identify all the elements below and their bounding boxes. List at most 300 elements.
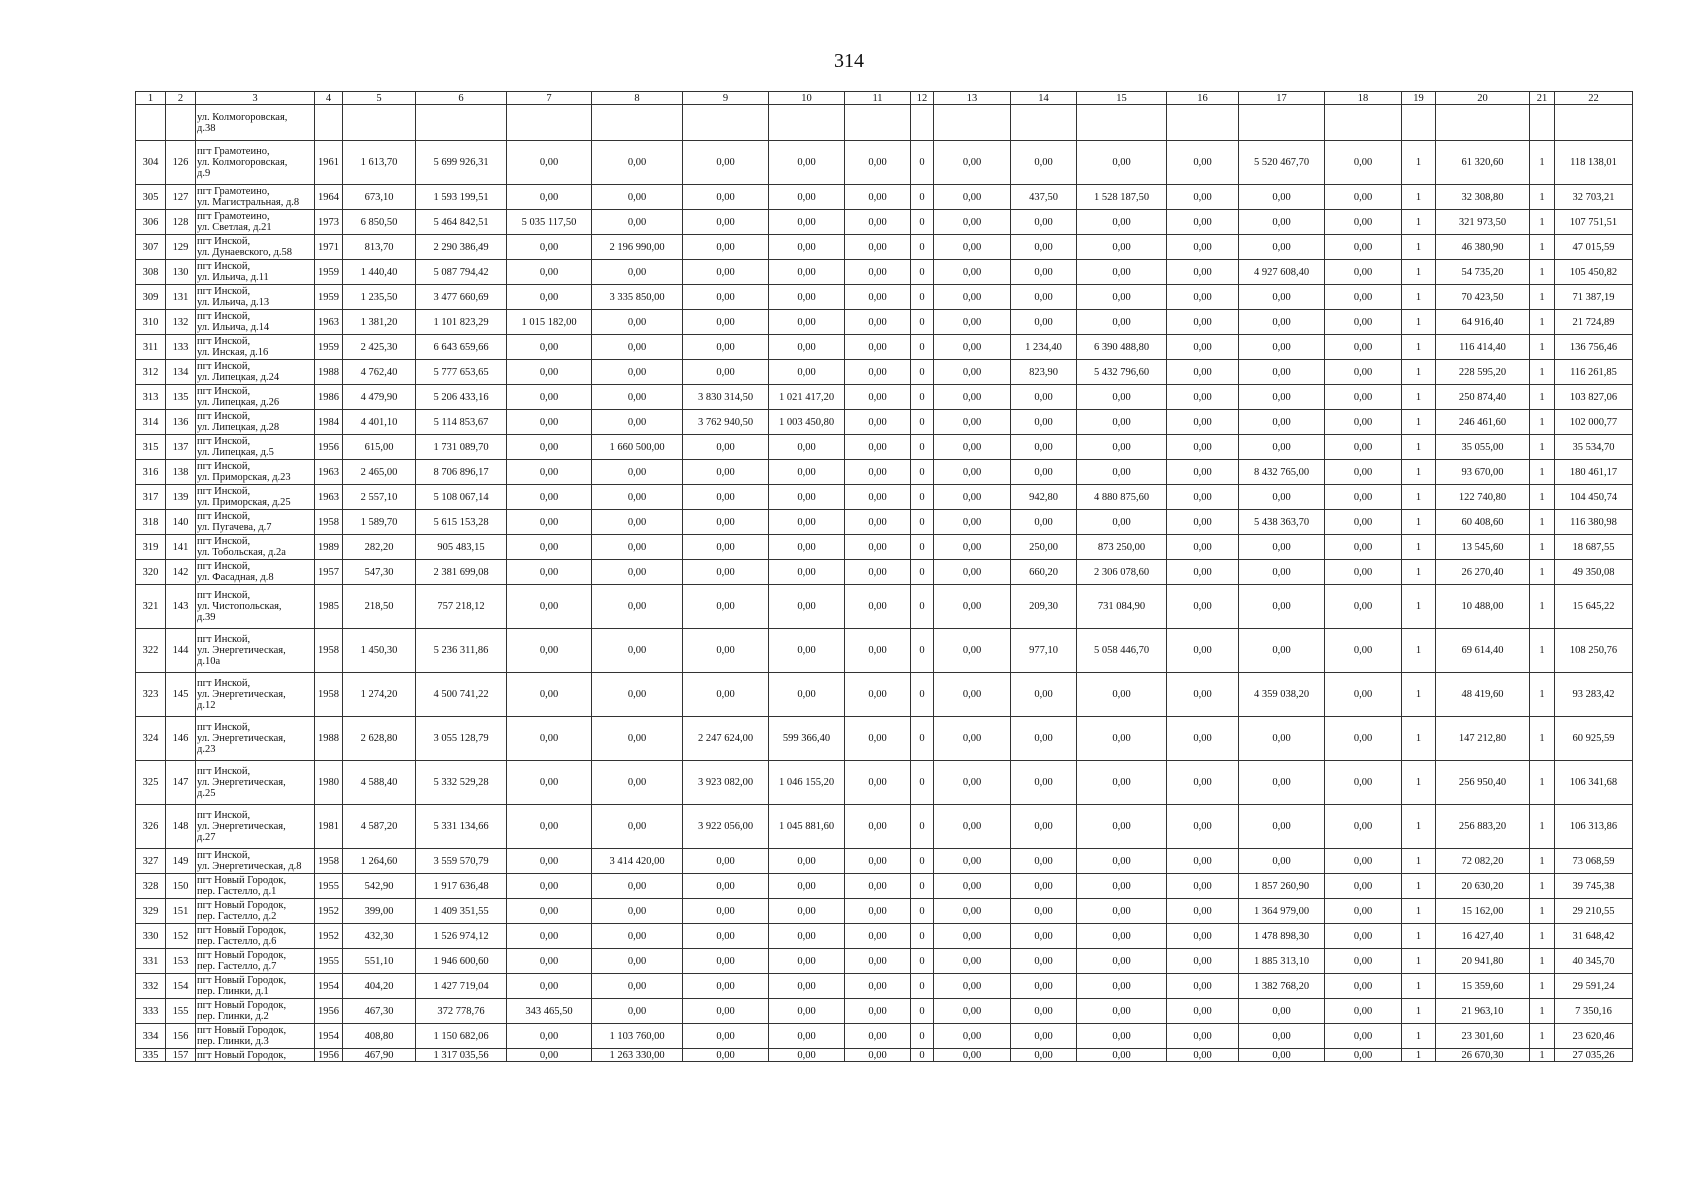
table-cell: 1 234,40 — [1011, 335, 1077, 360]
table-cell: 256 950,40 — [1436, 761, 1530, 805]
table-cell: 1 — [1530, 1049, 1555, 1062]
table-cell: 1981 — [315, 805, 343, 849]
table-cell: 1984 — [315, 410, 343, 435]
table-cell: 0,00 — [592, 874, 683, 899]
table-cell — [1402, 105, 1436, 141]
table-cell: 150 — [166, 874, 196, 899]
table-cell: 0,00 — [1325, 535, 1402, 560]
table-cell: 0,00 — [934, 260, 1011, 285]
table-cell: 0,00 — [1325, 510, 1402, 535]
address-cell: пгт Инской, ул. Чистопольская, д.39 — [196, 585, 315, 629]
table-cell: 147 212,80 — [1436, 717, 1530, 761]
table-cell: 0 — [911, 310, 934, 335]
address-cell: пгт Инской, ул. Энергетическая, д.27 — [196, 805, 315, 849]
table-cell: 0,00 — [1239, 310, 1325, 335]
column-number-header: 8 — [592, 92, 683, 105]
table-cell: 0 — [911, 385, 934, 410]
table-cell: 0 — [911, 435, 934, 460]
table-cell: 404,20 — [343, 974, 416, 999]
table-cell: 309 — [136, 285, 166, 310]
table-cell: 0,00 — [1011, 435, 1077, 460]
table-cell: 15 645,22 — [1555, 585, 1633, 629]
table-cell: 131 — [166, 285, 196, 310]
table-cell: 1 101 823,29 — [416, 310, 507, 335]
table-cell: 0 — [911, 1024, 934, 1049]
table-cell: 0,00 — [683, 1024, 769, 1049]
table-cell: 0,00 — [769, 485, 845, 510]
table-cell: 0,00 — [934, 460, 1011, 485]
table-cell: 599 366,40 — [769, 717, 845, 761]
register-table — [135, 91, 1633, 1062]
table-cell: 0,00 — [1077, 874, 1167, 899]
table-cell: 0 — [911, 899, 934, 924]
table-cell: 0,00 — [769, 849, 845, 874]
table-cell: 0,00 — [934, 210, 1011, 235]
table-cell: 1 — [1530, 260, 1555, 285]
table-cell: 1 — [1530, 924, 1555, 949]
column-number-header: 22 — [1555, 92, 1633, 105]
table-cell: 2 306 078,60 — [1077, 560, 1167, 585]
table-cell: 116 261,85 — [1555, 360, 1633, 385]
table-cell: 329 — [136, 899, 166, 924]
table-cell: 1986 — [315, 385, 343, 410]
table-cell: 0,00 — [507, 717, 592, 761]
table-cell: 0,00 — [769, 141, 845, 185]
table-cell: 1 — [1530, 335, 1555, 360]
table-cell: 5 058 446,70 — [1077, 629, 1167, 673]
table-cell: 0,00 — [1167, 460, 1239, 485]
table-cell: 0,00 — [592, 673, 683, 717]
table-cell: 0,00 — [1325, 235, 1402, 260]
table-cell: 0 — [911, 360, 934, 385]
page-number: 314 — [834, 50, 864, 72]
table-cell: 0,00 — [507, 235, 592, 260]
table-cell: 310 — [136, 310, 166, 335]
address-cell: пгт Грамотеино, ул. Светлая, д.21 — [196, 210, 315, 235]
column-number-header: 6 — [416, 92, 507, 105]
table-cell: 0,00 — [507, 974, 592, 999]
table-cell: 13 545,60 — [1436, 535, 1530, 560]
table-cell: 0,00 — [507, 185, 592, 210]
table-cell: 1 264,60 — [343, 849, 416, 874]
table-cell: 0,00 — [769, 585, 845, 629]
table-cell — [1530, 105, 1555, 141]
table-cell: 1 103 760,00 — [592, 1024, 683, 1049]
table-cell: 0,00 — [1077, 435, 1167, 460]
table-row — [136, 899, 1633, 924]
table-cell: 0,00 — [845, 210, 911, 235]
table-cell: 116 380,98 — [1555, 510, 1633, 535]
table-cell: 0,00 — [845, 310, 911, 335]
table-cell: 0,00 — [1077, 285, 1167, 310]
address-cell: пгт Инской, ул. Липецкая, д.5 — [196, 435, 315, 460]
address-cell: пгт Инской, ул. Ильича, д.11 — [196, 260, 315, 285]
table-cell: 0,00 — [1239, 410, 1325, 435]
table-cell: 0,00 — [683, 235, 769, 260]
table-cell: 0,00 — [1325, 1024, 1402, 1049]
table-cell: 0,00 — [934, 560, 1011, 585]
table-cell: 5 087 794,42 — [416, 260, 507, 285]
table-cell: 315 — [136, 435, 166, 460]
table-cell: 316 — [136, 460, 166, 485]
table-cell: 0,00 — [1077, 849, 1167, 874]
table-cell: 399,00 — [343, 899, 416, 924]
column-number-header: 12 — [911, 92, 934, 105]
table-cell: 1 589,70 — [343, 510, 416, 535]
table-cell: 0,00 — [507, 805, 592, 849]
table-cell: 0,00 — [683, 360, 769, 385]
table-cell: 1956 — [315, 1049, 343, 1062]
table-cell: 21 724,89 — [1555, 310, 1633, 335]
table-cell: 1 003 450,80 — [769, 410, 845, 435]
table-cell: 324 — [136, 717, 166, 761]
table-cell: 1 — [1402, 1024, 1436, 1049]
table-cell: 134 — [166, 360, 196, 385]
table-cell: 312 — [136, 360, 166, 385]
table-cell: 155 — [166, 999, 196, 1024]
address-cell: пгт Инской, ул. Инская, д.16 — [196, 335, 315, 360]
table-cell: 0,00 — [1077, 999, 1167, 1024]
table-cell: 2 196 990,00 — [592, 235, 683, 260]
register-table-body — [136, 92, 1633, 1062]
table-cell: 3 559 570,79 — [416, 849, 507, 874]
table-cell: 0,00 — [592, 360, 683, 385]
table-cell: 0,00 — [845, 999, 911, 1024]
table-cell: 1 478 898,30 — [1239, 924, 1325, 949]
table-cell: 1 015 182,00 — [507, 310, 592, 335]
table-cell: 0,00 — [769, 1049, 845, 1062]
table-cell: 1 526 974,12 — [416, 924, 507, 949]
table-cell: 0,00 — [683, 924, 769, 949]
table-cell: 2 290 386,49 — [416, 235, 507, 260]
table-row — [136, 805, 1633, 849]
table-cell: 180 461,17 — [1555, 460, 1633, 485]
table-cell: 0,00 — [1077, 141, 1167, 185]
table-cell: 325 — [136, 761, 166, 805]
table-cell: 1 317 035,56 — [416, 1049, 507, 1062]
table-cell: 0,00 — [1077, 310, 1167, 335]
table-cell: 29 591,24 — [1555, 974, 1633, 999]
table-cell: 1 — [1530, 761, 1555, 805]
table-row — [136, 185, 1633, 210]
table-cell: 0,00 — [683, 260, 769, 285]
table-cell: 317 — [136, 485, 166, 510]
table-cell: 0,00 — [507, 335, 592, 360]
table-row — [136, 485, 1633, 510]
address-cell: пгт Инской, ул. Дунаевского, д.58 — [196, 235, 315, 260]
table-row — [136, 673, 1633, 717]
table-cell: 432,30 — [343, 924, 416, 949]
table-cell: 156 — [166, 1024, 196, 1049]
table-cell: 0,00 — [1167, 924, 1239, 949]
table-cell: 1955 — [315, 874, 343, 899]
table-cell: 0,00 — [507, 510, 592, 535]
table-cell: 1956 — [315, 435, 343, 460]
table-cell — [507, 105, 592, 141]
table-cell: 128 — [166, 210, 196, 235]
table-cell: 0,00 — [683, 185, 769, 210]
table-cell: 0,00 — [845, 285, 911, 310]
table-cell: 0,00 — [592, 141, 683, 185]
table-cell: 0,00 — [769, 535, 845, 560]
table-cell: 0,00 — [507, 1024, 592, 1049]
table-cell: 0,00 — [769, 335, 845, 360]
table-row — [136, 999, 1633, 1024]
table-cell: 0,00 — [683, 435, 769, 460]
table-cell: 0,00 — [1167, 210, 1239, 235]
table-cell: 0,00 — [1239, 285, 1325, 310]
table-cell: 0,00 — [1325, 141, 1402, 185]
table-cell: 4 500 741,22 — [416, 673, 507, 717]
table-cell: 4 880 875,60 — [1077, 485, 1167, 510]
table-cell: 0,00 — [1325, 485, 1402, 510]
table-cell: 0,00 — [507, 849, 592, 874]
table-cell: 0,00 — [934, 385, 1011, 410]
table-cell: 209,30 — [1011, 585, 1077, 629]
table-cell: 0,00 — [1325, 210, 1402, 235]
table-cell: 1 — [1402, 285, 1436, 310]
table-cell: 408,80 — [343, 1024, 416, 1049]
table-cell: 0,00 — [1167, 260, 1239, 285]
table-cell: 0,00 — [934, 510, 1011, 535]
table-cell: 1 — [1530, 310, 1555, 335]
table-cell — [136, 105, 166, 141]
table-cell: 5 035 117,50 — [507, 210, 592, 235]
table-cell: 23 620,46 — [1555, 1024, 1633, 1049]
table-cell: 0,00 — [1077, 410, 1167, 435]
table-cell: 0 — [911, 629, 934, 673]
table-cell: 0,00 — [1167, 235, 1239, 260]
table-cell: 0,00 — [1167, 849, 1239, 874]
table-cell: 133 — [166, 335, 196, 360]
table-cell: 0,00 — [1167, 285, 1239, 310]
table-cell: 0 — [911, 485, 934, 510]
table-cell: 0,00 — [592, 335, 683, 360]
table-cell: 146 — [166, 717, 196, 761]
table-cell: 0,00 — [1239, 360, 1325, 385]
table-cell: 0,00 — [1011, 1049, 1077, 1062]
table-cell: 1954 — [315, 1024, 343, 1049]
table-cell: 1 — [1530, 510, 1555, 535]
table-cell — [592, 105, 683, 141]
table-cell: 0,00 — [769, 235, 845, 260]
table-cell: 0,00 — [1167, 805, 1239, 849]
table-cell: 673,10 — [343, 185, 416, 210]
table-cell: 0,00 — [845, 410, 911, 435]
table-cell: 0 — [911, 210, 934, 235]
table-cell: 0 — [911, 460, 934, 485]
table-row — [136, 260, 1633, 285]
table-cell: 0,00 — [592, 260, 683, 285]
table-cell: 54 735,20 — [1436, 260, 1530, 285]
table-cell: 0 — [911, 585, 934, 629]
table-cell: 26 270,40 — [1436, 560, 1530, 585]
table-cell: 3 414 420,00 — [592, 849, 683, 874]
table-cell: 326 — [136, 805, 166, 849]
table-cell: 0,00 — [683, 673, 769, 717]
table-cell: 0,00 — [1167, 435, 1239, 460]
table-cell: 0,00 — [592, 761, 683, 805]
table-cell: 64 916,40 — [1436, 310, 1530, 335]
table-cell: 152 — [166, 924, 196, 949]
table-cell: 0,00 — [1325, 974, 1402, 999]
table-cell: 0,00 — [683, 874, 769, 899]
table-cell: 1 917 636,48 — [416, 874, 507, 899]
table-cell: 0,00 — [683, 560, 769, 585]
table-cell: 60 408,60 — [1436, 510, 1530, 535]
table-cell: 0,00 — [769, 899, 845, 924]
table-cell: 1 — [1402, 899, 1436, 924]
table-cell: 246 461,60 — [1436, 410, 1530, 435]
table-cell: 3 830 314,50 — [683, 385, 769, 410]
table-cell: 0,00 — [1239, 435, 1325, 460]
table-cell: 0,00 — [769, 924, 845, 949]
table-cell: 0,00 — [1077, 717, 1167, 761]
address-cell: пгт Грамотеино, ул. Магистральная, д.8 — [196, 185, 315, 210]
table-cell: 1988 — [315, 360, 343, 385]
table-cell: 0,00 — [1167, 410, 1239, 435]
table-cell: 0,00 — [1239, 210, 1325, 235]
table-cell: 0,00 — [845, 235, 911, 260]
table-row — [136, 924, 1633, 949]
table-cell: 4 927 608,40 — [1239, 260, 1325, 285]
table-cell: 0,00 — [845, 849, 911, 874]
table-cell: 105 450,82 — [1555, 260, 1633, 285]
table-cell: 1 — [1402, 805, 1436, 849]
table-cell: 20 630,20 — [1436, 874, 1530, 899]
table-cell: 0,00 — [1077, 260, 1167, 285]
table-cell: 151 — [166, 899, 196, 924]
column-number-header: 20 — [1436, 92, 1530, 105]
table-row — [136, 210, 1633, 235]
table-cell: 4 588,40 — [343, 761, 416, 805]
table-cell: 1958 — [315, 510, 343, 535]
table-cell: 15 162,00 — [1436, 899, 1530, 924]
table-cell: 0,00 — [592, 210, 683, 235]
table-cell: 0,00 — [1011, 235, 1077, 260]
table-cell: 0,00 — [769, 360, 845, 385]
table-cell: 1 274,20 — [343, 673, 416, 717]
table-cell: 0,00 — [934, 435, 1011, 460]
table-cell: 0,00 — [845, 360, 911, 385]
table-cell: 107 751,51 — [1555, 210, 1633, 235]
table-cell: 1 — [1530, 899, 1555, 924]
table-cell: 1959 — [315, 335, 343, 360]
table-cell: 0,00 — [507, 360, 592, 385]
table-cell: 60 925,59 — [1555, 717, 1633, 761]
table-cell: 304 — [136, 141, 166, 185]
table-cell: 0,00 — [507, 874, 592, 899]
table-cell: 660,20 — [1011, 560, 1077, 585]
table-cell: 0,00 — [845, 974, 911, 999]
table-cell: 0,00 — [1011, 410, 1077, 435]
table-cell: 0,00 — [934, 285, 1011, 310]
table-cell: 0,00 — [1239, 629, 1325, 673]
table-cell: 823,90 — [1011, 360, 1077, 385]
table-cell: 20 941,80 — [1436, 949, 1530, 974]
table-cell: 0,00 — [1011, 999, 1077, 1024]
table-cell: 0,00 — [1325, 874, 1402, 899]
table-cell: 5 206 433,16 — [416, 385, 507, 410]
table-cell: 0,00 — [845, 874, 911, 899]
table-cell: 1 364 979,00 — [1239, 899, 1325, 924]
table-cell: 144 — [166, 629, 196, 673]
table-cell: 0,00 — [1239, 535, 1325, 560]
table-row — [136, 385, 1633, 410]
table-cell: 1 409 351,55 — [416, 899, 507, 924]
address-cell: пгт Новый Городок, пер. Гастелло, д.2 — [196, 899, 315, 924]
table-cell: 0,00 — [1167, 310, 1239, 335]
table-cell: 0,00 — [1167, 535, 1239, 560]
table-cell: 73 068,59 — [1555, 849, 1633, 874]
table-cell: 942,80 — [1011, 485, 1077, 510]
address-cell: пгт Инской, ул. Липецкая, д.28 — [196, 410, 315, 435]
table-cell: 0,00 — [845, 761, 911, 805]
table-cell: 1 660 500,00 — [592, 435, 683, 460]
table-cell: 0,00 — [769, 460, 845, 485]
address-cell: пгт Инской, ул. Ильича, д.13 — [196, 285, 315, 310]
table-cell: 0,00 — [1077, 974, 1167, 999]
table-cell: 0,00 — [1325, 585, 1402, 629]
table-cell: 1 885 313,10 — [1239, 949, 1325, 974]
table-cell: 0,00 — [1077, 899, 1167, 924]
table-cell: 1 — [1530, 360, 1555, 385]
table-cell: 0 — [911, 874, 934, 899]
table-cell: 256 883,20 — [1436, 805, 1530, 849]
table-cell: 0,00 — [1325, 260, 1402, 285]
table-cell: 40 345,70 — [1555, 949, 1633, 974]
table-cell: 0,00 — [507, 560, 592, 585]
table-cell: 0,00 — [934, 141, 1011, 185]
table-cell: 23 301,60 — [1436, 1024, 1530, 1049]
address-cell: пгт Инской, ул. Приморская, д.25 — [196, 485, 315, 510]
table-cell: 314 — [136, 410, 166, 435]
table-cell: 0,00 — [1325, 761, 1402, 805]
column-number-header: 5 — [343, 92, 416, 105]
table-cell: 0,00 — [1011, 510, 1077, 535]
table-cell: 138 — [166, 460, 196, 485]
table-cell: 0,00 — [507, 924, 592, 949]
table-cell: 0,00 — [683, 849, 769, 874]
table-cell: 0,00 — [1167, 1024, 1239, 1049]
table-cell: 1959 — [315, 260, 343, 285]
table-row — [136, 849, 1633, 874]
table-cell: 69 614,40 — [1436, 629, 1530, 673]
table-cell: 93 670,00 — [1436, 460, 1530, 485]
table-cell: 1 — [1402, 535, 1436, 560]
table-cell: 1 — [1402, 460, 1436, 485]
table-cell: 1 — [1402, 629, 1436, 673]
table-cell: 4 359 038,20 — [1239, 673, 1325, 717]
table-cell: 0,00 — [1011, 849, 1077, 874]
table-cell: 228 595,20 — [1436, 360, 1530, 385]
table-cell — [911, 105, 934, 141]
table-cell: 0,00 — [1011, 761, 1077, 805]
table-cell: 1 — [1530, 849, 1555, 874]
table-cell: 0,00 — [592, 999, 683, 1024]
table-cell: 0,00 — [1011, 260, 1077, 285]
table-cell: 0,00 — [1011, 460, 1077, 485]
table-cell: 0,00 — [845, 185, 911, 210]
table-cell: 1 — [1402, 924, 1436, 949]
table-cell: 126 — [166, 141, 196, 185]
table-cell — [1167, 105, 1239, 141]
table-cell: 0,00 — [592, 974, 683, 999]
table-cell: 0,00 — [934, 717, 1011, 761]
table-cell — [1011, 105, 1077, 141]
table-cell: 1988 — [315, 717, 343, 761]
table-cell: 0,00 — [769, 673, 845, 717]
